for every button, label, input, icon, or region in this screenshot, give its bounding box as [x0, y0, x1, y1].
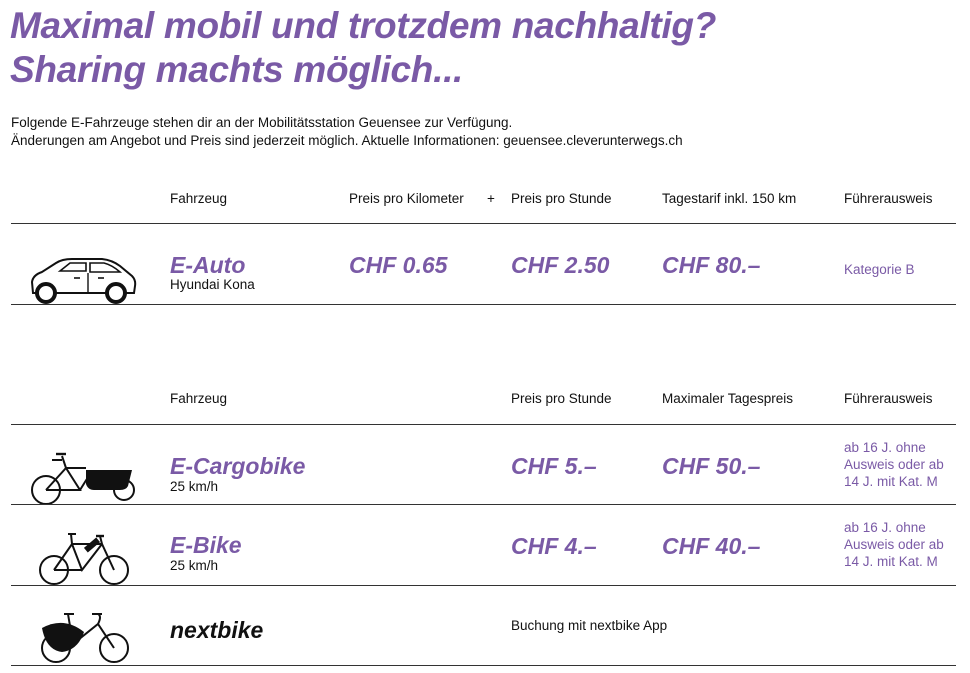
price-max-day: CHF 50.–	[662, 453, 761, 479]
divider	[11, 585, 956, 586]
price-day-rate: CHF 80.–	[662, 252, 761, 278]
header-license: Führerausweis	[844, 191, 933, 206]
ebike-icon	[38, 530, 130, 586]
vehicle-name: E-Auto	[170, 252, 246, 278]
license-line: ab 16 J. ohne	[844, 440, 926, 455]
intro-text	[11, 114, 683, 150]
vehicle-name: nextbike	[170, 617, 264, 643]
cargobike-icon	[28, 448, 140, 506]
divider	[11, 223, 956, 224]
header-vehicle: Fahrzeug	[170, 191, 228, 206]
price-per-hour: CHF 5.–	[511, 453, 597, 479]
license-requirement	[844, 261, 915, 278]
header-license: Führerausweis	[844, 391, 933, 406]
booking-note: Buchung mit nextbike App	[511, 618, 668, 633]
divider	[11, 665, 956, 666]
page-title	[10, 4, 716, 92]
divider	[11, 304, 956, 305]
license-requirement	[844, 519, 944, 570]
nextbike-icon	[38, 610, 130, 666]
header-price-per-km: Preis pro Kilometer	[349, 191, 464, 206]
header-max-day-price: Maximaler Tagespreis	[662, 391, 794, 406]
header-day-rate: Tagestarif inkl. 150 km	[662, 191, 797, 206]
license-requirement	[844, 439, 944, 490]
title-line-2: Sharing machts möglich...	[10, 49, 464, 90]
license-line: ab 16 J. ohne	[844, 520, 926, 535]
price-max-day: CHF 40.–	[662, 533, 761, 559]
price-per-km: CHF 0.65	[349, 252, 448, 278]
divider	[11, 504, 956, 505]
header-vehicle: Fahrzeug	[170, 391, 228, 406]
license-line: 14 J. mit Kat. M	[844, 554, 938, 569]
vehicle-speed: 25 km/h	[170, 479, 219, 494]
car-icon	[28, 255, 140, 305]
header-price-per-hour: Preis pro Stunde	[511, 191, 612, 206]
header-plus: +	[487, 191, 495, 206]
vehicle-speed: 25 km/h	[170, 558, 219, 573]
license-line: 14 J. mit Kat. M	[844, 474, 938, 489]
header-price-per-hour: Preis pro Stunde	[511, 391, 612, 406]
license-line: Ausweis oder ab	[844, 537, 944, 552]
price-per-hour: CHF 2.50	[511, 252, 610, 278]
intro-line-1: Folgende E-Fahrzeuge stehen dir an der Mobilitätsstation Geuensee zur Verfügung.	[11, 115, 513, 130]
price-per-hour: CHF 4.–	[511, 533, 597, 559]
vehicle-name: E-Bike	[170, 532, 242, 558]
vehicle-name: E-Cargobike	[170, 453, 306, 479]
intro-line-2: Änderungen am Angebot und Preis sind jederzeit möglich. Aktuelle Informationen: geuensee.cleverunterwegs.ch	[11, 133, 683, 148]
divider	[11, 424, 956, 425]
license-line: Kategorie B	[844, 262, 915, 277]
title-line-1: Maximal mobil und trotzdem nachhaltig?	[10, 5, 717, 46]
license-line: Ausweis oder ab	[844, 457, 944, 472]
vehicle-model: Hyundai Kona	[170, 277, 255, 292]
